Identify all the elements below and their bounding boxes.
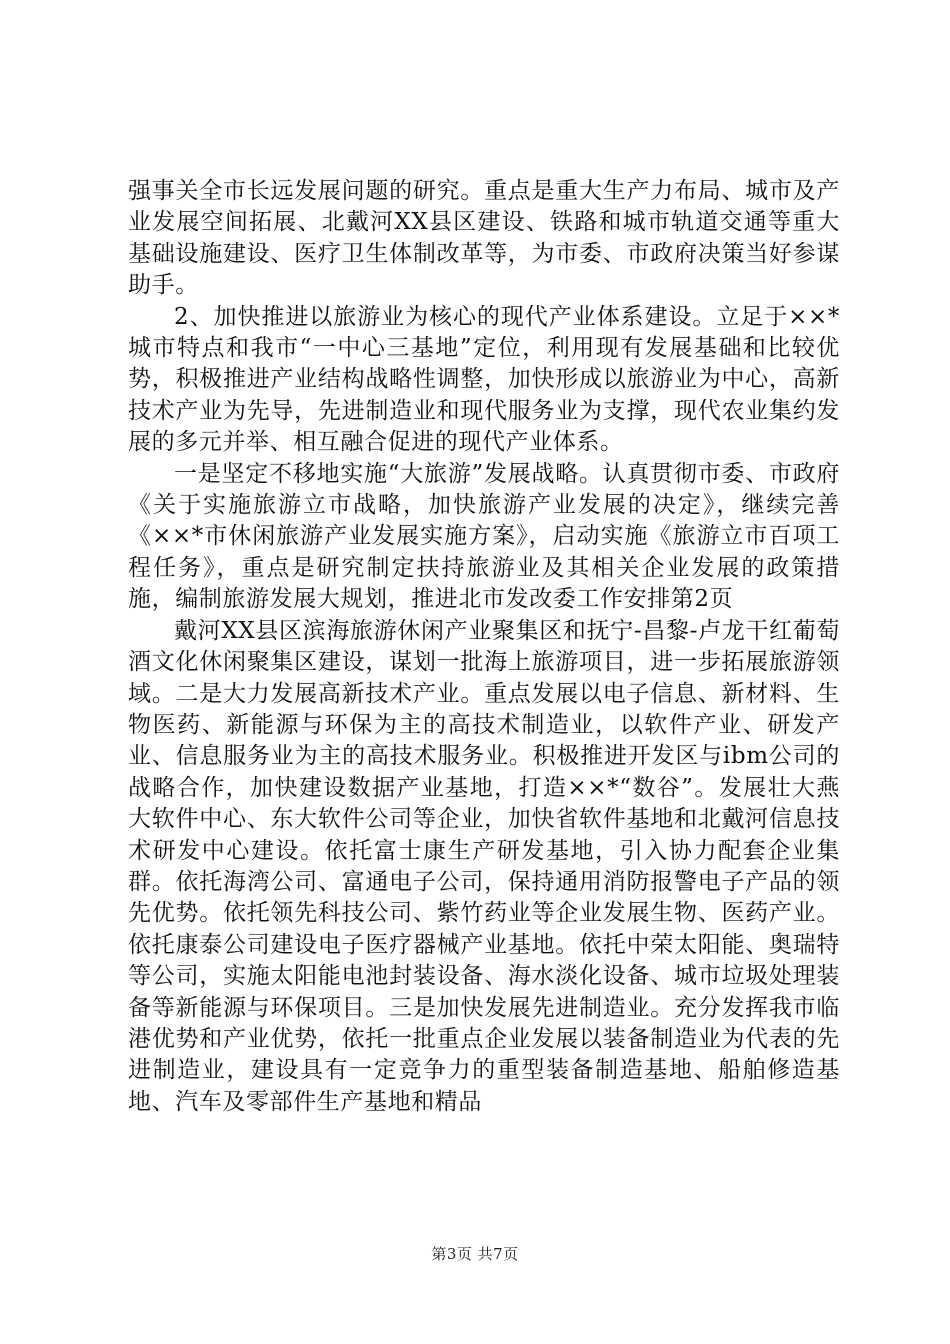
paragraph-1: 强事关全市长远发展问题的研究。重点是重大生产力布局、城市及产业发展空间拓展、北戴河XX县区建设、铁路和城市轨道交通等重大基础设施建设、医疗卫生体制改革等，为市委、市政府决策当好参谋助手。: [128, 178, 840, 299]
page-number-label: 第3页 共7页: [431, 1245, 519, 1263]
paragraph-4: 戴河XX县区滨海旅游休闲产业聚集区和抚宁-昌黎-卢龙干红葡萄酒文化休闲聚集区建设，谋划一批海上旅游项目，进一步拓展旅游领域。二是大力发展高新技术产业。重点发展以电子信息、新材料、生物医药、新能源与环保为主的高技术制造业，以软件产业、研发产业、信息服务业为主的高技术服务业。积极推进开发区与ibm公司的战略合作，加快建设数据产业基地，打造××*“数谷”。发展壮大燕大软件中心、东大软件公司等企业，加快省软件基地和北戴河信息技术研发中心建设。依托富士康生产研发基地，引入协力配套企业集群。依托海湾公司、富通电子公司，保持通用消防报警电子产品的领先优势。依托领先科技公司、紫竹药业等企业发展生物、医药产业。依托康泰公司建设电子医疗器械产业基地。依托中荣太阳能、奥瑞特等公司，实施太阳能电池封装设备、海水淡化设备、城市垃圾处理装备等新能源与环保项目。三是加快发展先进制造业。充分发挥我市临港优势和产业优势，依托一批重点企业发展以装备制造业为代表的先进制造业，建设具有一定竞争力的重型装备制造基地、船舶修造基地、汽车及零部件生产基地和精品: [128, 617, 840, 1115]
page-footer: [0, 1243, 950, 1264]
document-body: [128, 176, 840, 1118]
paragraph-3: 一是坚定不移地实施“大旅游”发展战略。认真贯彻市委、市政府《关于实施旅游立市战略，加快旅游产业发展的决定》，继续完善《××*市休闲旅游产业发展实施方案》，启动实施《旅游立市百项工程任务》，重点是研究制定扶持旅游业及其相关企业发展的政策措施，编制旅游发展大规划，推进北市发改委工作安排第2页: [128, 460, 840, 613]
paragraph-2: 2、加快推进以旅游业为核心的现代产业体系建设。立足于××*城市特点和我市“一中心三基地”定位，利用现有发展基础和比较优势，积极推进产业结构战略性调整，加快形成以旅游业为中心，高新技术产业为先导，先进制造业和现代服务业为支撑，现代农业集约发展的多元并举、相互融合促进的现代产业体系。: [128, 303, 840, 456]
